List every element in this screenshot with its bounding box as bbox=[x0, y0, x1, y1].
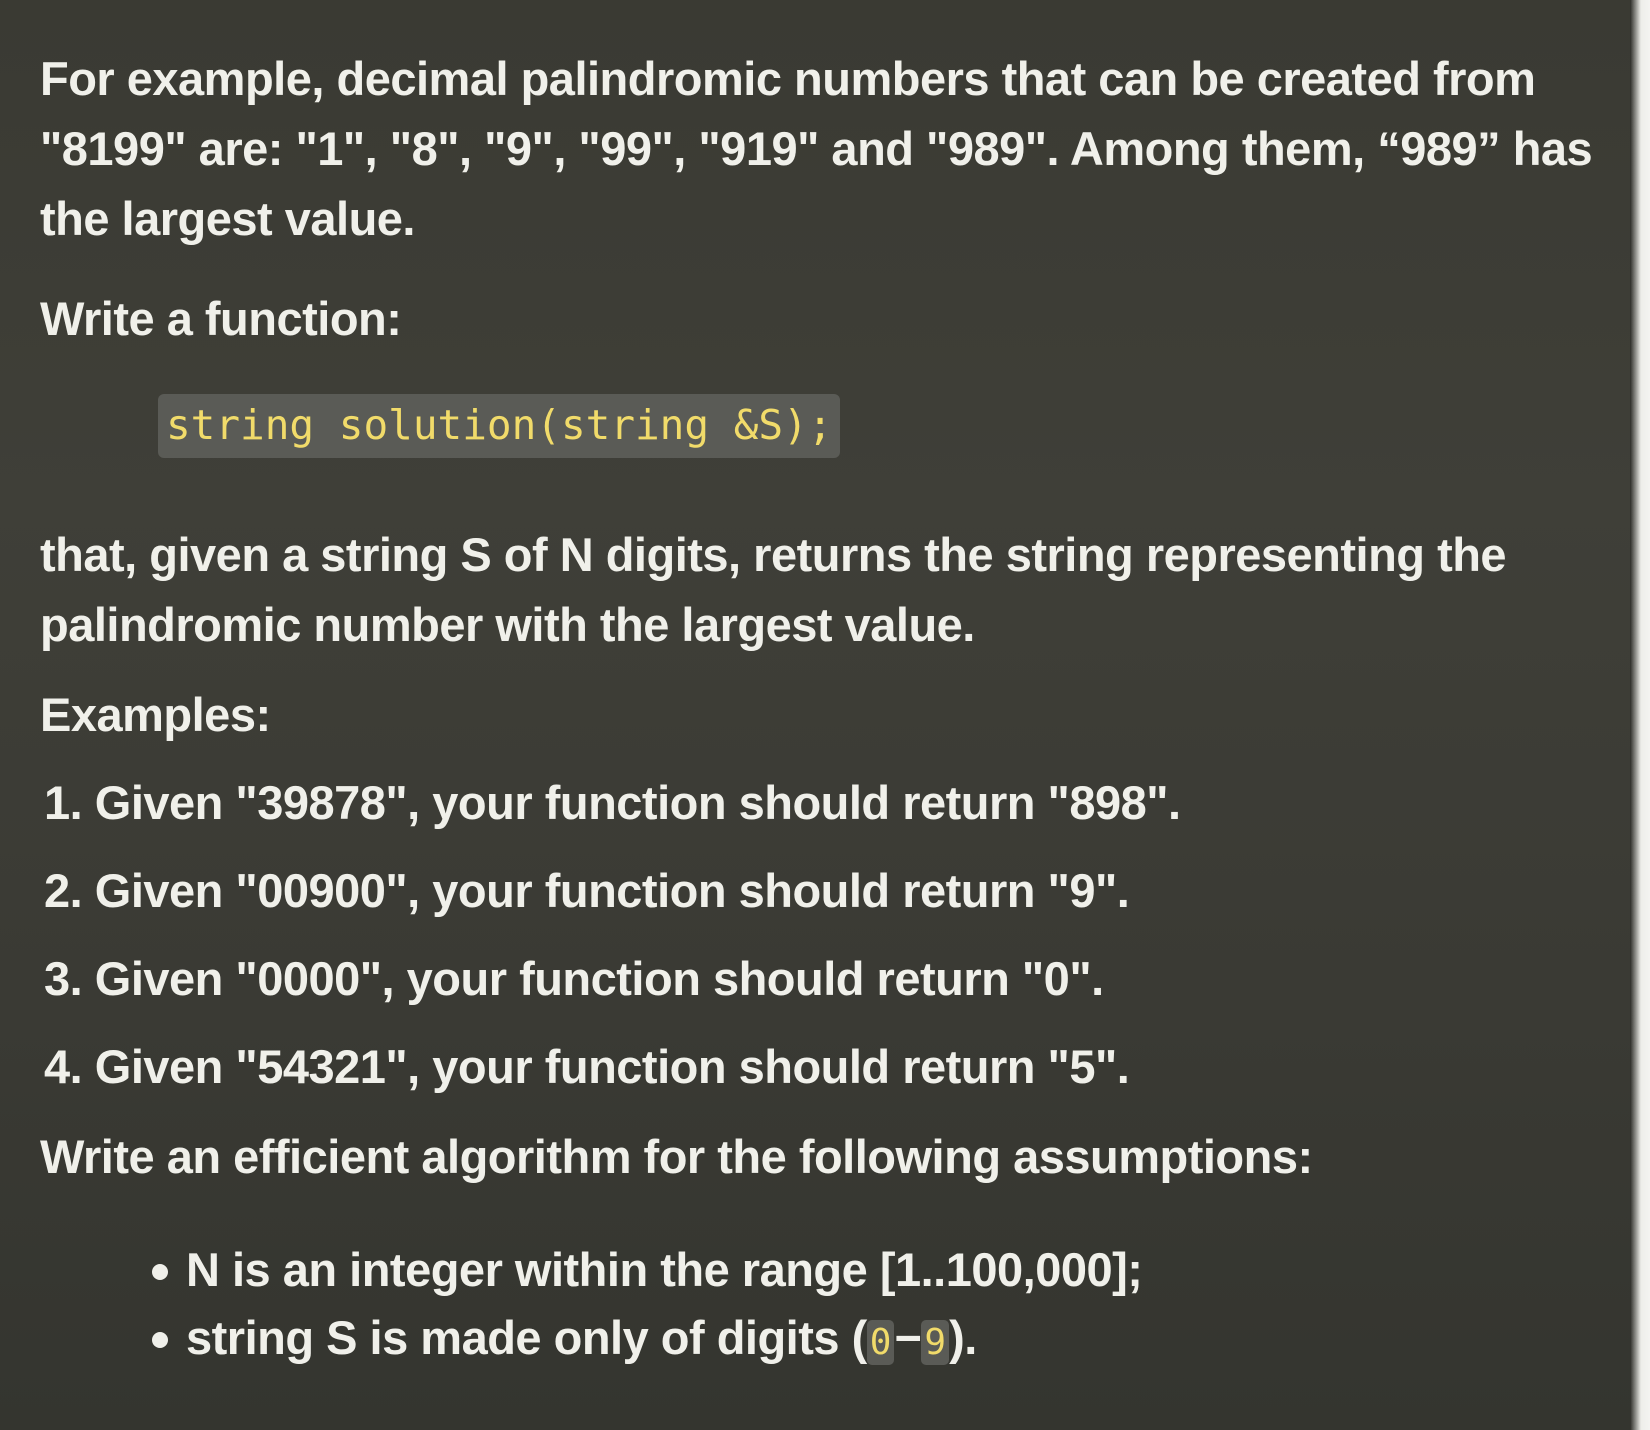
example-item: 4. Given "54321", your function should return "5". bbox=[44, 1040, 1130, 1093]
code-signature-row bbox=[40, 394, 1600, 464]
example-item: 2. Given "00900", your function should return "9". bbox=[44, 864, 1130, 917]
assumption-text-prefix: string S is made only of digits ( bbox=[186, 1311, 867, 1364]
task-content bbox=[40, 44, 1600, 1377]
write-function-label: Write a function: bbox=[40, 292, 402, 345]
example-item: 3. Given "0000", your function should return "0". bbox=[44, 952, 1104, 1005]
range-dash: − bbox=[894, 1311, 922, 1364]
inline-code-digit-start: 0 bbox=[867, 1320, 895, 1365]
bullet-dot-icon bbox=[152, 1264, 168, 1280]
assumption-text: N is an integer within the range [1..100,000]; bbox=[186, 1243, 1143, 1296]
assumption-text-suffix: ). bbox=[949, 1311, 977, 1364]
example-item: 1. Given "39878", your function should return "898". bbox=[44, 776, 1181, 829]
assumptions-heading: Write an efficient algorithm for the following assumptions: bbox=[40, 1130, 1313, 1183]
examples-heading: Examples: bbox=[40, 688, 271, 741]
intro-paragraph: For example, decimal palindromic numbers that can be created from "8199" are: "1", "8", "9", "99", "919" and "989". Among them, “989” has the largest value. bbox=[40, 52, 1593, 245]
code-signature: string solution(string &S); bbox=[158, 394, 840, 458]
assumptions-list bbox=[40, 1236, 1600, 1377]
screen-edge bbox=[1630, 0, 1650, 1430]
bullet-dot-icon bbox=[152, 1332, 168, 1348]
inline-code-digit-end: 9 bbox=[921, 1320, 949, 1365]
assumption-item bbox=[148, 1304, 1600, 1377]
function-description: that, given a string S of N digits, returns the string representing the palindromic number with the largest value. bbox=[40, 528, 1507, 651]
assumption-item bbox=[148, 1236, 1600, 1304]
